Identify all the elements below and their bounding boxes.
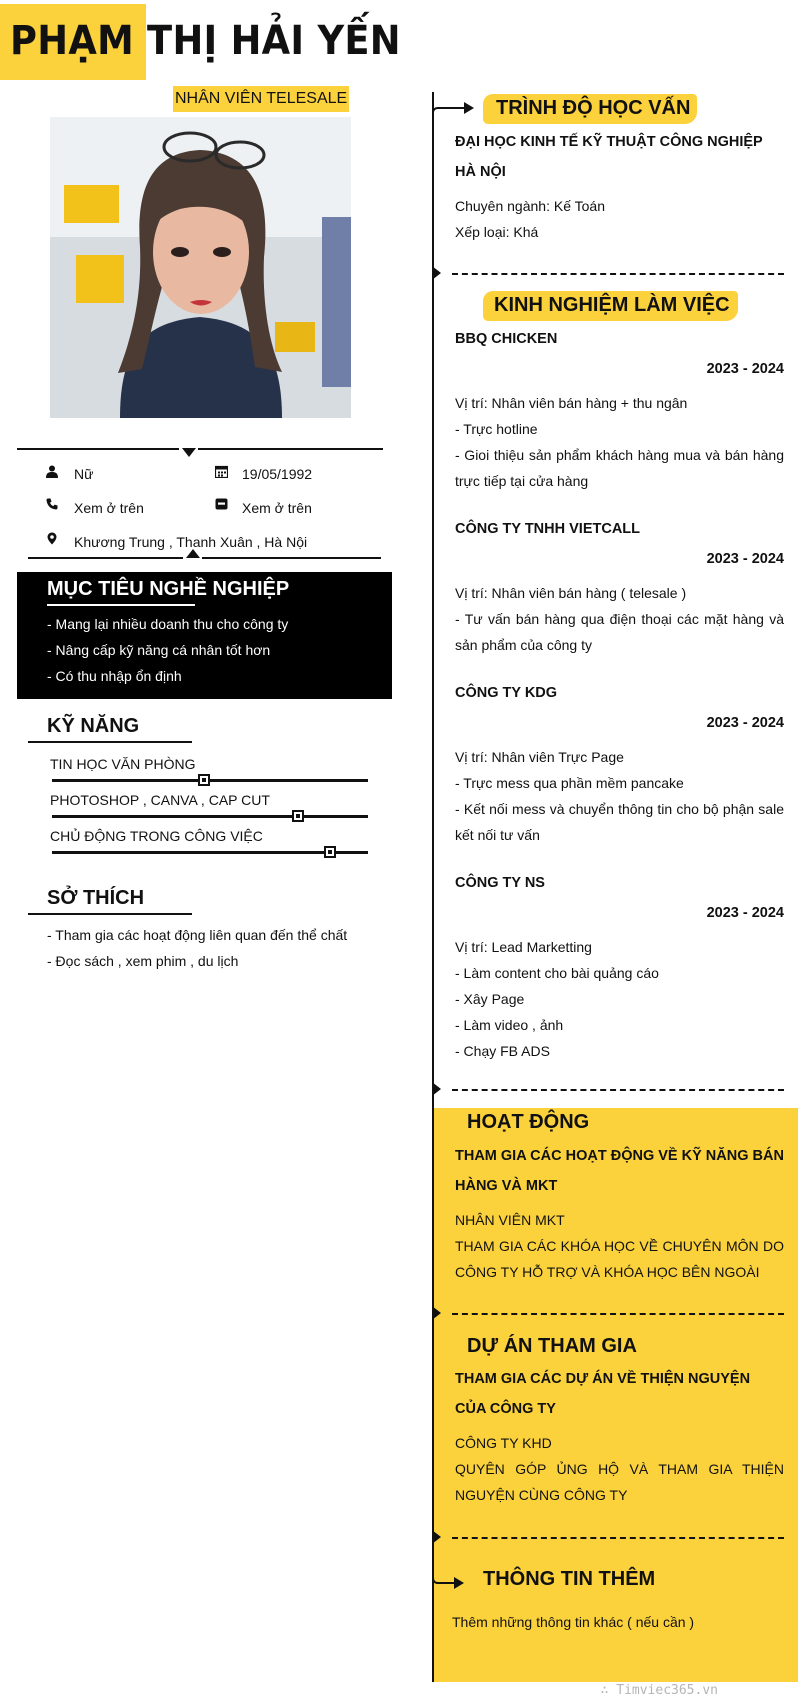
activities-role: NHÂN VIÊN MKT bbox=[455, 1212, 565, 1228]
skill-bar bbox=[52, 779, 368, 782]
timeline-line bbox=[432, 92, 434, 1682]
candidate-name: PHẠM THỊ HẢI YẾN bbox=[10, 18, 401, 64]
job-title: NHÂN VIÊN TELESALE bbox=[173, 86, 349, 112]
projects-description: QUYÊN GÓP ỦNG HỘ VÀ THAM GIA THIỆN NGUYỆN CÙNG CÔNG TY bbox=[455, 1461, 784, 1503]
dashed-divider bbox=[452, 1313, 784, 1315]
skill-bar bbox=[52, 815, 368, 818]
skill-level-marker bbox=[198, 774, 210, 786]
projects-heading: THAM GIA CÁC DỰ ÁN VỀ THIỆN NGUYỆN CỦA CÔNG TY bbox=[455, 1371, 751, 1417]
job-duty: - Làm content cho bài quảng cáo bbox=[455, 965, 659, 981]
watermark: ∴ Timviec365.vn bbox=[600, 1683, 718, 1698]
projects-organization: CÔNG TY KHD bbox=[455, 1435, 552, 1451]
skill-label: TIN HỌC VĂN PHÒNG bbox=[50, 756, 196, 772]
contact-divider-right bbox=[198, 448, 383, 450]
job-position: Vị trí: Nhân viên Trực Page bbox=[455, 749, 624, 765]
skills-title-underline bbox=[28, 741, 192, 743]
skill-label: CHỦ ĐỘNG TRONG CÔNG VIỆC bbox=[50, 828, 263, 844]
job-duty: - Trực mess qua phần mềm pancake bbox=[455, 775, 684, 791]
dashed-divider bbox=[452, 273, 784, 275]
objective-item: - Mang lại nhiều doanh thu cho công ty bbox=[47, 616, 289, 632]
hobbies-title: SỞ THÍCH bbox=[47, 887, 145, 909]
contact-bottom-divider-right bbox=[202, 557, 381, 559]
job-period: 2023 - 2024 bbox=[706, 905, 784, 921]
contact-bottom-divider-left bbox=[28, 557, 183, 559]
job-position: Vị trí: Nhân viên bán hàng ( telesale ) bbox=[455, 585, 687, 601]
company-name: CÔNG TY KDG bbox=[455, 685, 558, 701]
hobby-item: - Tham gia các hoạt động liên quan đến thể chất bbox=[47, 927, 348, 943]
job-duty: - Trực hotline bbox=[455, 421, 538, 437]
timeline-marker bbox=[432, 1082, 441, 1096]
more-info-title: THÔNG TIN THÊM bbox=[483, 1568, 656, 1590]
divider-arrow-down bbox=[182, 448, 196, 457]
job-duty: - Chạy FB ADS bbox=[455, 1043, 550, 1059]
job-period: 2023 - 2024 bbox=[706, 551, 784, 567]
experience-title: KINH NGHIỆM LÀM VIỆC bbox=[494, 294, 730, 316]
more-info-text: Thêm những thông tin khác ( nếu cần ) bbox=[452, 1614, 695, 1630]
objective-item: - Nâng cấp kỹ năng cá nhân tốt hơn bbox=[47, 642, 271, 658]
gender-value: Nữ bbox=[74, 466, 94, 482]
hobbies-title-underline bbox=[28, 913, 192, 915]
phone-icon bbox=[45, 497, 59, 511]
timeline-marker bbox=[432, 1530, 441, 1544]
phone-value: Xem ở trên bbox=[74, 500, 144, 516]
company-name: CÔNG TY TNHH VIETCALL bbox=[455, 521, 641, 537]
objective-title-underline bbox=[47, 604, 195, 606]
job-position: Vị trí: Lead Marketting bbox=[455, 939, 592, 955]
skill-bar bbox=[52, 851, 368, 854]
projects-title: DỰ ÁN THAM GIA bbox=[467, 1335, 637, 1357]
school-name: ĐẠI HỌC KINH TẾ KỸ THUẬT CÔNG NGHIỆP HÀ NỘI bbox=[455, 134, 763, 180]
education-title: TRÌNH ĐỘ HỌC VẤN bbox=[496, 97, 691, 119]
activities-heading: THAM GIA CÁC HOẠT ĐỘNG VỀ KỸ NĂNG BÁN HÀNG VÀ MKT bbox=[455, 1148, 784, 1194]
job-duty: - Làm video , ảnh bbox=[455, 1017, 564, 1033]
dashed-divider bbox=[452, 1537, 784, 1539]
profile-photo bbox=[50, 117, 351, 418]
birthday-value: 19/05/1992 bbox=[242, 466, 313, 482]
objective-title: MỤC TIÊU NGHỀ NGHIỆP bbox=[47, 578, 290, 600]
skill-level-marker bbox=[324, 846, 336, 858]
rank: Xếp loại: Khá bbox=[455, 224, 539, 240]
skill-label: PHOTOSHOP , CANVA , CAP CUT bbox=[50, 792, 270, 808]
timeline-marker bbox=[432, 1306, 441, 1320]
company-name: BBQ CHICKEN bbox=[455, 331, 558, 347]
dashed-divider bbox=[452, 1089, 784, 1091]
email-value: Xem ở trên bbox=[242, 500, 312, 516]
address-value: Khương Trung , Thanh Xuân , Hà Nội bbox=[74, 534, 308, 550]
activities-title: HOẠT ĐỘNG bbox=[467, 1111, 590, 1133]
activities-description: THAM GIA CÁC KHÓA HỌC VỀ CHUYÊN MÔN DO CÔNG TY HỖ TRỢ VÀ KHÓA HỌC BÊN NGOÀI bbox=[455, 1238, 784, 1280]
skills-title: KỸ NĂNG bbox=[47, 715, 140, 737]
job-period: 2023 - 2024 bbox=[706, 715, 784, 731]
location-pin-icon bbox=[45, 531, 59, 545]
job-duty: - Gioi thiệu sản phẩm khách hàng mua và bán hàng trực tiếp tại cửa hàng bbox=[455, 447, 784, 489]
timeline-marker bbox=[432, 266, 441, 280]
objective-item: - Có thu nhập ổn định bbox=[47, 668, 182, 684]
job-duty: - Kết nối mess và chuyển thông tin cho bộ phận sale kết nối tư vấn bbox=[455, 801, 784, 843]
skill-level-marker bbox=[292, 810, 304, 822]
calendar-icon bbox=[214, 464, 228, 478]
hobby-item: - Đọc sách , xem phim , du lịch bbox=[47, 953, 239, 969]
major: Chuyên ngành: Kế Toán bbox=[455, 198, 605, 214]
job-duty: - Tư vấn bán hàng qua điện thoại các mặt hàng và sản phẩm của công ty bbox=[455, 611, 784, 653]
timeline-hook-arrow bbox=[430, 1566, 466, 1594]
user-icon bbox=[45, 464, 59, 478]
contact-divider-left bbox=[17, 448, 179, 450]
timeline-hook-arrow bbox=[430, 97, 476, 125]
company-name: CÔNG TY NS bbox=[455, 875, 545, 891]
job-position: Vị trí: Nhân viên bán hàng + thu ngân bbox=[455, 395, 688, 411]
email-icon bbox=[214, 497, 228, 511]
job-duty: - Xây Page bbox=[455, 991, 525, 1007]
divider-arrow-up bbox=[186, 549, 200, 558]
job-period: 2023 - 2024 bbox=[706, 361, 784, 377]
